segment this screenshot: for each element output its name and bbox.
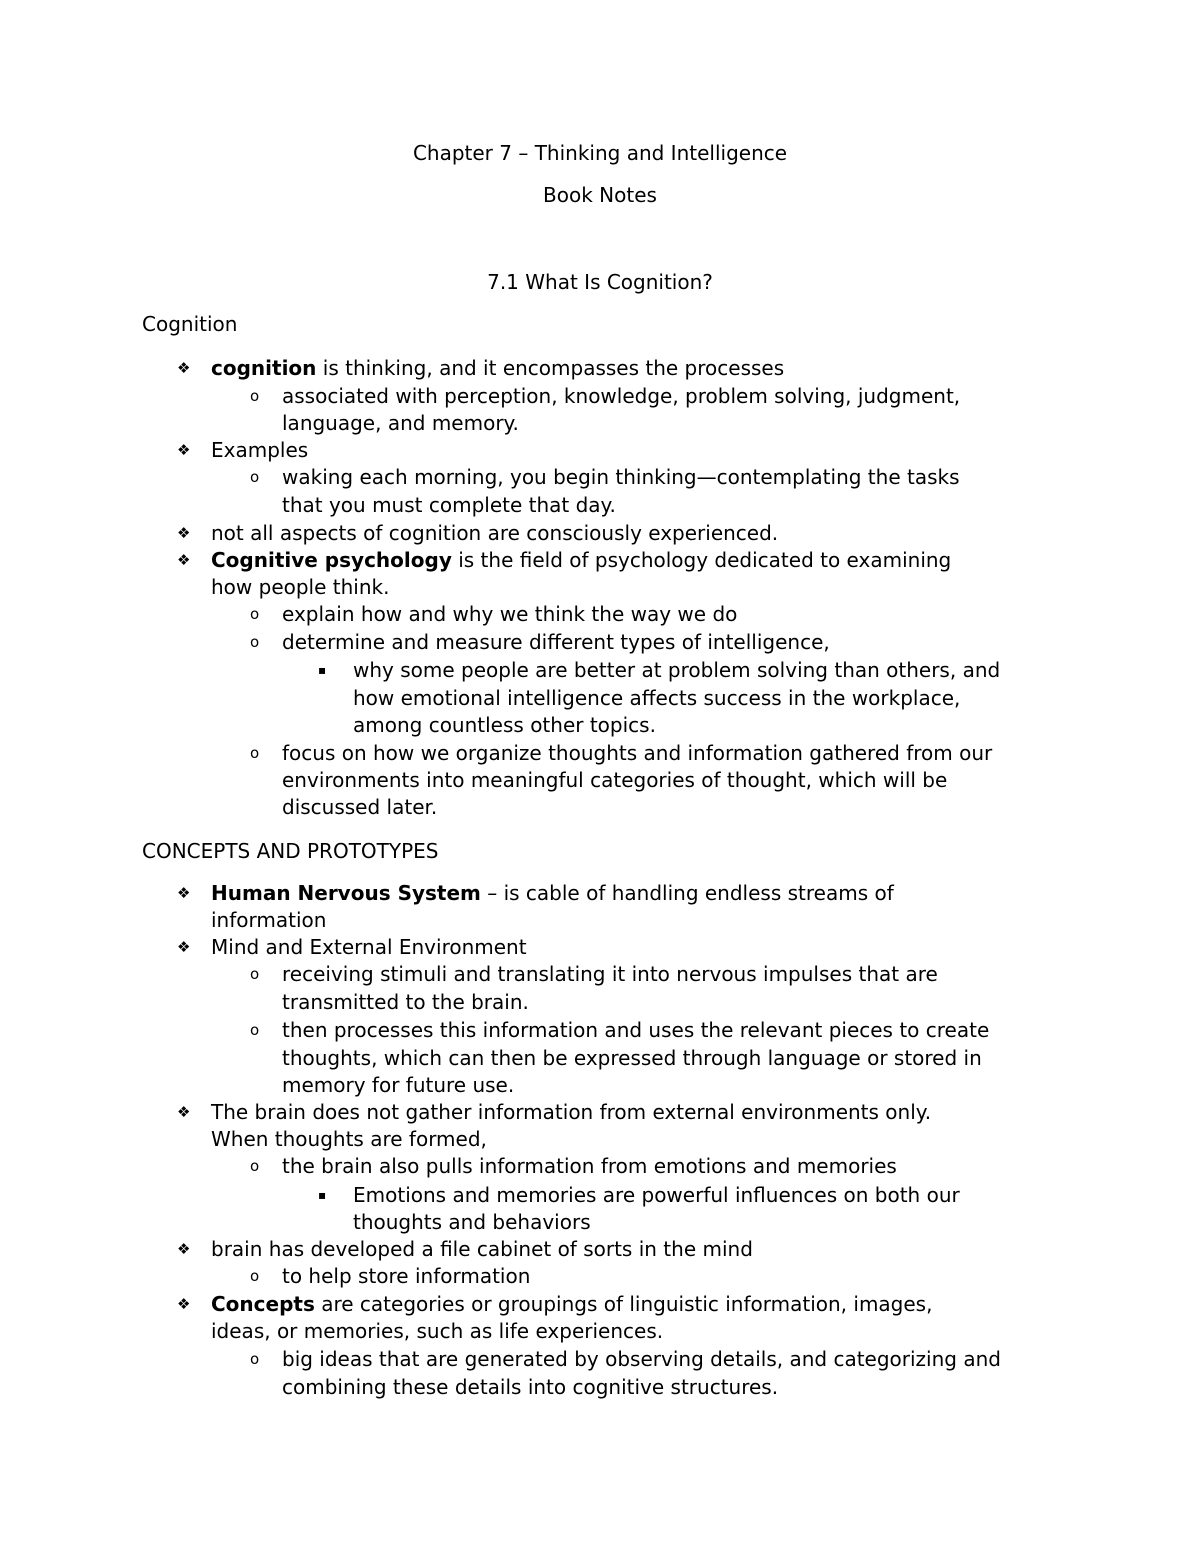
cognitive-psychology-term: Cognitive psychology — [211, 548, 452, 572]
level1-bullet-icon: ❖ — [177, 441, 191, 459]
cognition-term: cognition — [211, 356, 317, 380]
cognition-definition-text: is thinking, and it encompasses the processes — [316, 356, 785, 380]
level2-bullet-icon: o — [250, 633, 260, 651]
list-item-line: focus on how we organize thoughts and information gathered from our — [282, 741, 993, 765]
level3-bullet-icon: ▪ — [318, 663, 327, 677]
concepts-definition — [211, 1291, 932, 1318]
concepts-heading: CONCEPTS AND PROTOTYPES — [142, 839, 439, 863]
list-item-line: The brain does not gather information from external environments only. — [211, 1100, 932, 1124]
level2-bullet-icon: o — [250, 468, 260, 486]
list-item-line: Mind and External Environment — [211, 935, 527, 959]
cognition-heading: Cognition — [142, 312, 238, 336]
nervous-system-text: – is cable of handling endless streams of — [480, 881, 894, 905]
list-item-line: information — [211, 908, 327, 932]
list-item-line: transmitted to the brain. — [282, 990, 529, 1014]
list-item-line: memory for future use. — [282, 1073, 515, 1097]
level2-bullet-icon: o — [250, 1021, 260, 1039]
nervous-system-term: Human Nervous System — [211, 881, 481, 905]
level1-bullet-icon: ❖ — [177, 938, 191, 956]
list-item-line: Emotions and memories are powerful influences on both our — [353, 1183, 960, 1207]
list-item-line: to help store information — [282, 1264, 531, 1288]
list-item-line: environments into meaningful categories of thought, which will be — [282, 768, 948, 792]
level2-bullet-icon: o — [250, 1267, 260, 1285]
level1-bullet-icon: ❖ — [177, 1103, 191, 1121]
list-item-line: the brain also pulls information from emotions and memories — [282, 1154, 897, 1178]
list-item-line: ideas, or memories, such as life experiences. — [211, 1319, 664, 1343]
level1-bullet-icon: ❖ — [177, 884, 191, 902]
concepts-term: Concepts — [211, 1292, 315, 1316]
list-item-line: that you must complete that day. — [282, 493, 616, 517]
list-item-line: discussed later. — [282, 795, 438, 819]
section-title: 7.1 What Is Cognition? — [487, 270, 713, 294]
list-item-line: how people think. — [211, 575, 390, 599]
list-item-line: determine and measure different types of intelligence, — [282, 630, 830, 654]
list-item-line: Examples — [211, 438, 309, 462]
concepts-definition-text: are categories or groupings of linguistic information, images, — [314, 1292, 933, 1316]
level3-bullet-icon: ▪ — [318, 1188, 327, 1202]
level2-bullet-icon: o — [250, 1350, 260, 1368]
cognitive-psychology-text: is the field of psychology dedicated to examining — [451, 548, 952, 572]
list-item-line: thoughts and behaviors — [353, 1210, 591, 1234]
list-item-line: big ideas that are generated by observing details, and categorizing and — [282, 1347, 1001, 1371]
list-item-line: When thoughts are formed, — [211, 1127, 487, 1151]
list-item-line: not all aspects of cognition are consciously experienced. — [211, 521, 779, 545]
level2-bullet-icon: o — [250, 744, 260, 762]
level2-bullet-icon: o — [250, 1157, 260, 1175]
cognition-definition — [211, 355, 784, 382]
level1-bullet-icon: ❖ — [177, 1295, 191, 1313]
list-item-line: receiving stimuli and translating it into nervous impulses that are — [282, 962, 938, 986]
level1-bullet-icon: ❖ — [177, 524, 191, 542]
list-item-line: brain has developed a file cabinet of sorts in the mind — [211, 1237, 753, 1261]
level2-bullet-icon: o — [250, 605, 260, 623]
list-item-line: combining these details into cognitive structures. — [282, 1375, 779, 1399]
level1-bullet-icon: ❖ — [177, 551, 191, 569]
list-item-line: thoughts, which can then be expressed through language or stored in — [282, 1046, 982, 1070]
document-title: Chapter 7 – Thinking and Intelligence — [412, 141, 788, 165]
document-subtitle: Book Notes — [543, 183, 657, 207]
level2-bullet-icon: o — [250, 387, 260, 405]
nervous-system-definition — [211, 880, 894, 907]
list-item-line: language, and memory. — [282, 411, 519, 435]
list-item-line: why some people are better at problem solving than others, and — [353, 658, 1001, 682]
list-item-line: among countless other topics. — [353, 713, 656, 737]
list-item-line: waking each morning, you begin thinking—contemplating the tasks — [282, 465, 960, 489]
level2-bullet-icon: o — [250, 965, 260, 983]
level1-bullet-icon: ❖ — [177, 359, 191, 377]
cognitive-psychology-definition — [211, 547, 951, 574]
list-item-line: explain how and why we think the way we do — [282, 602, 738, 626]
list-item-line: how emotional intelligence affects success in the workplace, — [353, 686, 961, 710]
list-item-line: associated with perception, knowledge, problem solving, judgment, — [282, 384, 961, 408]
level1-bullet-icon: ❖ — [177, 1240, 191, 1258]
list-item-line: then processes this information and uses the relevant pieces to create — [282, 1018, 990, 1042]
